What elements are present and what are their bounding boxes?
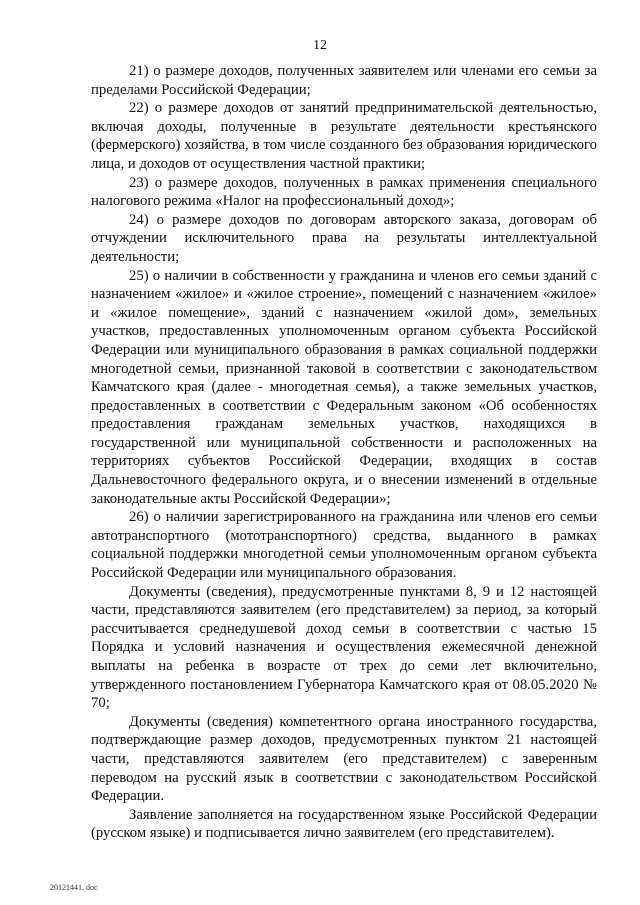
paragraph-item-25: 25) о наличии в собственности у гражданина и членов его семьи зданий с назначением «жилое» и «жилое строение», помещений с назначением «жилое» и «жилое помещение», зданий с назначением «жилой дом», земельных участков, предоставленных уполномоченным органом субъекта Российской Федерации или муниципального образования в рамках социальной поддержки многодетной семьи, признанной таковой в соответствии с законодательством Камчатского края (далее - многодетная семья), а также земельных участков, предоставленных в соответствии с Федеральным законом «Об особенностях предоставления гражданам земельных участков, находящихся в государственной или муниципальной собственности и расположенных на территориях субъектов Российской Федерации, входящих в состав Дальневосточного федерального округа, и о внесении изменений в отдельные законодательные акты Российской Федерации»; xyxy=(91,267,597,507)
footer-filename: 20121441. doc xyxy=(50,883,98,892)
page-number: 12 xyxy=(313,38,327,53)
paragraph-item-26: 26) о наличии зарегистрированного на гражданина или членов его семьи автотранспортного (мототранспортного) средства, выданного в рамках социальной поддержки многодетной семьи уполномоченным органом субъекта Российской Федерации или муниципального образования. xyxy=(91,509,597,582)
paragraph-item-23: 23) о размере доходов, полученных в рамках применения специального налогового режима «Налог на профессиональный доход»; xyxy=(91,174,597,210)
paragraph-foreign-documents: Документы (сведения) компетентного органа иностранного государства, подтверждающие размер доходов, предусмотренных пунктом 21 настоящей части, представляются заявителем (его представителем) с заверенным переводом на русский язык в соответствии с законодательством Российской Федерации. xyxy=(91,713,597,805)
paragraph-documents-period: Документы (сведения), предусмотренные пунктами 8, 9 и 12 настоящей части, представляются заявителем (его представителем) за период, за который рассчитывается среднедушевой доход семьи в соответствии с частью 15 Порядка и условий назначения и осуществления ежемесячной денежной выплаты на ребенка в возрасте от трех до семи лет включительно, утвержденного постановлением Губернатора Камчатского края от 08.05.2020 № 70; xyxy=(91,583,597,712)
paragraph-application-language: Заявление заполняется на государственном языке Российской Федерации (русском языке) и подписывается лично заявителем (его представителем). xyxy=(91,806,597,842)
document-body xyxy=(91,62,597,843)
paragraph-item-21: 21) о размере доходов, полученных заявителем или членами его семьи за пределами Российской Федерации; xyxy=(91,63,597,98)
paragraph-item-22: 22) о размере доходов от занятий предпринимательской деятельностью, включая доходы, полученные в результате деятельности крестьянского (фермерского) хозяйства, в том числе созданного без образования юридического лица, и доходов от осуществления частной практики; xyxy=(91,100,597,172)
paragraph-item-24: 24) о размере доходов по договорам авторского заказа, договорам об отчуждении исключительного права на результаты интеллектуальной деятельности; xyxy=(91,211,597,265)
